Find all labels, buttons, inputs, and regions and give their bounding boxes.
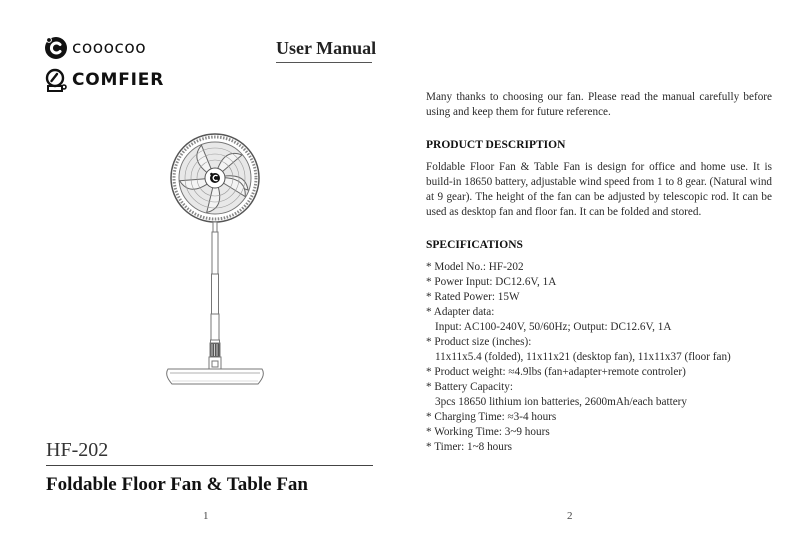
spec-main: * Working Time: 3~9 hours bbox=[426, 426, 550, 438]
user-manual-title: User Manual bbox=[276, 38, 377, 58]
spec-sub: 3pcs 18650 lithium ion batteries, 2600mAh/each battery bbox=[435, 396, 687, 408]
fan-head-icon bbox=[171, 134, 259, 222]
spec-main: * Product weight: ≈4.9lbs (fan+adapter+remote controler) bbox=[426, 366, 686, 378]
spec-item bbox=[426, 410, 772, 425]
coocoo-logo-text: cooocoo bbox=[72, 38, 147, 58]
comfier-logo bbox=[44, 68, 164, 92]
spec-main: * Battery Capacity: bbox=[426, 381, 513, 393]
coocoo-logo bbox=[44, 36, 146, 60]
right-page-content bbox=[426, 90, 772, 455]
spec-main: * Rated Power: 15W bbox=[426, 291, 520, 303]
comfier-brand-icon bbox=[44, 68, 68, 92]
product-description-heading: PRODUCT DESCRIPTION bbox=[426, 139, 566, 151]
fan-base-icon bbox=[167, 369, 264, 384]
spec-item bbox=[426, 365, 772, 380]
model-number: HF-202 bbox=[46, 439, 109, 461]
spec-item bbox=[426, 425, 772, 440]
spec-item bbox=[426, 290, 772, 305]
spec-sub: 11x11x5.4 (folded), 11x11x21 (desktop fan), 11x11x37 (floor fan) bbox=[435, 351, 731, 363]
coocoo-brand-icon bbox=[44, 36, 68, 60]
model-divider bbox=[46, 465, 373, 466]
spec-item bbox=[426, 335, 772, 365]
spec-item bbox=[426, 380, 772, 410]
intro-paragraph: Many thanks to choosing our fan. Please read the manual carefully before using and keep them for future reference. bbox=[426, 91, 772, 118]
floor-fan-illustration bbox=[150, 125, 280, 395]
spec-sub: Input: AC100-240V, 50/60Hz; Output: DC12.6V, 1A bbox=[435, 321, 672, 333]
spec-main: * Power Input: DC12.6V, 1A bbox=[426, 276, 557, 288]
spec-main: * Timer: 1~8 hours bbox=[426, 441, 512, 453]
spec-main: * Product size (inches): bbox=[426, 336, 532, 348]
spec-item bbox=[426, 305, 772, 335]
specifications-heading: SPECIFICATIONS bbox=[426, 239, 523, 251]
spec-main: * Model No.: HF-202 bbox=[426, 261, 524, 273]
comfier-logo-text: COMFIER bbox=[72, 70, 165, 90]
telescopic-rod-icon bbox=[209, 222, 221, 369]
spec-main: * Charging Time: ≈3-4 hours bbox=[426, 411, 557, 423]
page-number-right: 2 bbox=[567, 510, 573, 522]
right-page bbox=[404, 0, 808, 544]
product-title: Foldable Floor Fan & Table Fan bbox=[46, 474, 308, 495]
spec-item bbox=[426, 440, 772, 455]
spec-item bbox=[426, 260, 772, 275]
spec-item bbox=[426, 275, 772, 290]
product-description-body: Foldable Floor Fan & Table Fan is design for office and home use. It is build-in 18650 battery, adjustable wind speed from 1 to 8 gear. (Natural wind at 9 gear). The height of the fan can be adjusted by telescopic rod. It can be used as desktop fan and floor fan. It can be folded and stored. bbox=[426, 161, 773, 218]
title-underline bbox=[276, 62, 372, 63]
spec-main: * Adapter data: bbox=[426, 306, 495, 318]
specifications-list bbox=[426, 260, 772, 455]
page-number-left: 1 bbox=[203, 510, 209, 522]
